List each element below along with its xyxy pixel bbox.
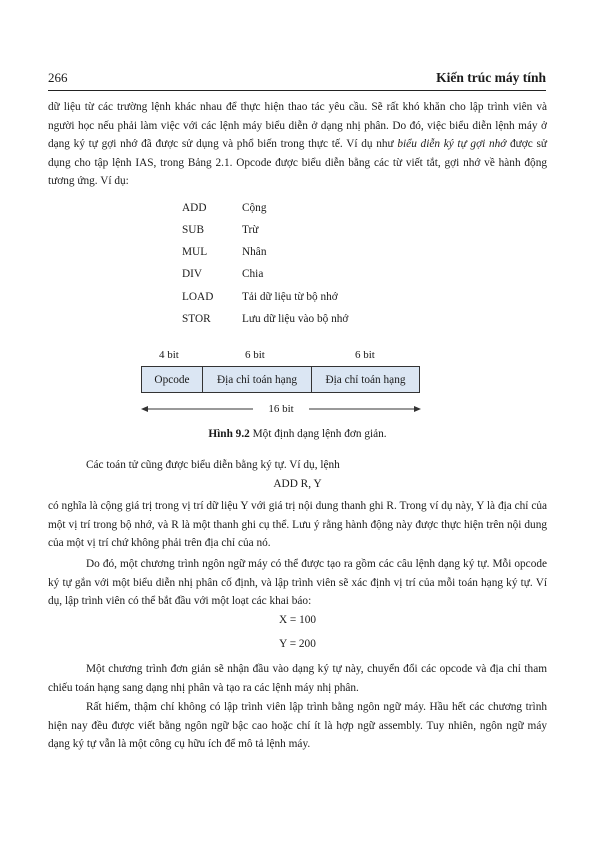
opcode-description: Lưu dữ liệu vào bộ nhớ bbox=[242, 313, 349, 325]
total-bit-label: 16 bit bbox=[268, 403, 294, 415]
figure-caption bbox=[48, 428, 547, 440]
opcode-mnemonic: LOAD bbox=[182, 291, 214, 303]
opcode-field: Opcode bbox=[141, 366, 203, 393]
opcode-mnemonic: MUL bbox=[182, 246, 208, 258]
opcode-mnemonic: DIV bbox=[182, 268, 203, 280]
header-rule bbox=[48, 90, 546, 91]
intro-italic-term: biểu diễn ký tự gợi nhớ bbox=[397, 138, 507, 151]
figure-caption-label: Hình 9.2 bbox=[208, 428, 250, 440]
opcode-description: Tải dữ liệu từ bộ nhớ bbox=[242, 291, 338, 303]
add-meaning-paragraph: có nghĩa là cộng giá trị trong vị trí dữ liệu Y với giá trị nội dung thanh ghi R. Trong ví dụ này, Y là địa chỉ của một vị trí trong bộ nhớ, và R là một thanh ghi cụ thể. Lưu ý rằng hành động này được thực hiện trên nội dung của một vị trí chứ không phải trên địa chỉ của nó. bbox=[48, 500, 547, 550]
operands-paragraph: Các toán tử cũng được biểu diễn bằng ký tự. Ví dụ, lệnh bbox=[86, 459, 340, 471]
intro-paragraph bbox=[48, 98, 547, 191]
opcode-mnemonic: STOR bbox=[182, 313, 211, 325]
opcode-description: Nhân bbox=[242, 246, 267, 258]
conclusion-paragraph: Rất hiếm, thậm chí không có lập trình viên lập trình bằng ngôn ngữ máy. Hầu hết các chương trình hiện nay đều được viết bằng ngôn ngữ bậc cao hoặc chí ít là hợp ngữ assembly. Tuy nhiên, ngôn ngữ máy dạng ký tự vẫn là một công cụ hữu ích để mô tả lệnh máy. bbox=[48, 701, 547, 751]
bit-label-operand-1: 6 bit bbox=[245, 349, 265, 361]
intro-text-2: được sử dụng cho tập lệnh IAS, trong Bảng 2.1. Opcode được biểu diễn bằng các từ viết tắt, gợi nhớ về hành động tương ứng. Ví dụ: bbox=[48, 138, 547, 188]
operand-address-field-2: Địa chỉ toán hạng bbox=[311, 366, 420, 393]
declaration-x: X = 100 bbox=[278, 614, 317, 626]
opcode-description: Chia bbox=[242, 268, 264, 280]
intro-text-1: dữ liệu từ các trường lệnh khác nhau để thực hiện thao tác yêu cầu. Sẽ rất khó khăn cho lập trình viên và người học nếu phải làm việc với các lệnh máy biểu diễn ở dạng nhị phân. Do đó, việc biểu diễn lệnh máy ở dạng ký tự gợi nhớ đã được sử dụng và phổ biến trong thực tế. Ví dụ như bbox=[48, 101, 547, 151]
bit-label-operand-2: 6 bit bbox=[355, 349, 375, 361]
symbolic-program-paragraph: Do đó, một chương trình ngôn ngữ máy có thể được tạo ra gồm các câu lệnh dạng ký tự. Mỗi opcode ký tự gắn với một biểu diễn nhị phân cố định, và lập trình viên sẽ xác định vị trí của mỗi toán hạng ký tự. Ví dụ, lập trình viên có thể bắt đầu với một loạt các khai báo: bbox=[48, 558, 547, 608]
opcode-mnemonic: ADD bbox=[182, 202, 207, 214]
opcode-description: Cộng bbox=[242, 202, 267, 214]
declaration-y: Y = 200 bbox=[279, 638, 316, 650]
opcode-description: Trừ bbox=[242, 224, 259, 236]
operand-address-field-1: Địa chỉ toán hạng bbox=[202, 366, 312, 393]
running-title: Kiến trúc máy tính bbox=[436, 70, 546, 85]
opcode-mnemonic: SUB bbox=[182, 224, 204, 236]
figure-caption-text: Một định dạng lệnh đơn giản. bbox=[249, 428, 387, 440]
example-instruction: ADD R, Y bbox=[273, 478, 322, 490]
bit-label-opcode: 4 bit bbox=[159, 349, 179, 361]
assembler-paragraph: Một chương trình đơn giản sẽ nhận đầu vào dạng ký tự này, chuyển đổi các opcode và địa chỉ tham chiếu toán hạng sang dạng nhị phân và tạo ra các lệnh máy nhị phân. bbox=[48, 663, 547, 694]
page-number: 266 bbox=[48, 70, 68, 85]
